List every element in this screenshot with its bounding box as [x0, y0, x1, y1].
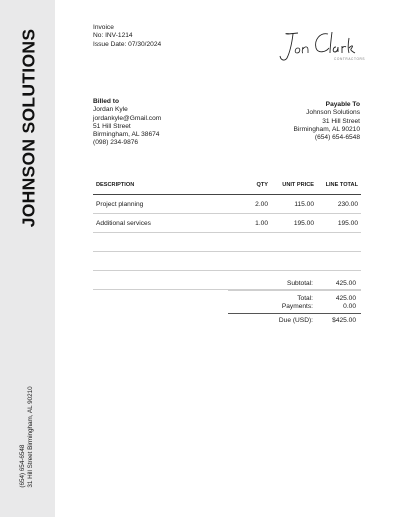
- total-payments-row: [228, 291, 361, 314]
- invoice-title: Invoice: [93, 24, 114, 31]
- payable-to-street: 31 Hill Street: [322, 117, 360, 125]
- subtotal-row: [228, 275, 361, 291]
- billed-to-heading: Billed to: [93, 98, 120, 105]
- billed-to-street: 51 Hill Street: [93, 122, 131, 130]
- billed-to-email: jordankyle@Gmail.com: [93, 114, 162, 122]
- payable-to-name: Johnson Solutions: [306, 109, 360, 117]
- line-items-table: [93, 176, 361, 290]
- header-unit-price: UNIT PRICE: [282, 182, 314, 188]
- row-qty: 2.00: [255, 201, 268, 208]
- row-unit-price: 115.00: [294, 201, 314, 208]
- total-value: 425.00: [335, 295, 356, 302]
- company-address: 31 Hill Street Birmingham, AL 90210: [27, 386, 34, 488]
- payments-value: 0.00: [343, 303, 356, 310]
- invoice-issue-date: Issue Date: 07/30/2024: [93, 40, 162, 48]
- company-phone: (654) 654-6548: [19, 444, 26, 488]
- invoice-number: No: INV-1214: [93, 32, 133, 40]
- row-unit-price: 195.00: [293, 220, 314, 227]
- invoice-meta: [93, 24, 161, 49]
- row-description: Additional services: [96, 220, 151, 227]
- table-header: [93, 176, 361, 195]
- row-line-total: 195.00: [337, 220, 358, 227]
- header-line-total: LINE TOTAL: [325, 182, 358, 188]
- payable-to-block: [294, 101, 360, 142]
- total-label: Total:: [297, 295, 313, 302]
- signature-tagline: CONTRACTORS: [334, 57, 366, 61]
- row-line-total: 230.00: [337, 201, 358, 208]
- payable-to-phone: (654) 654-6548: [314, 134, 360, 142]
- company-name-vertical: JOHNSON SOLUTIONS: [18, 28, 39, 228]
- payments-label: Payments:: [281, 303, 313, 310]
- payable-to-heading: Payable To: [325, 101, 360, 108]
- header-qty: QTY: [256, 182, 268, 188]
- sidebar: [0, 0, 55, 517]
- table-row: [93, 195, 361, 214]
- billed-to-phone: (098) 234-9876: [93, 139, 139, 147]
- subtotal-label: Subtotal:: [286, 280, 313, 287]
- row-qty: 1.00: [255, 220, 268, 227]
- due-value: $425.00: [332, 317, 356, 324]
- table-row: [93, 214, 361, 233]
- row-description: Project planning: [96, 201, 144, 208]
- subtotal-value: 425.00: [335, 280, 356, 287]
- payable-to-city: Birmingham, AL 90210: [293, 125, 360, 133]
- due-row: [228, 314, 361, 328]
- totals-block: [228, 275, 361, 328]
- table-row-empty: [93, 252, 361, 271]
- billed-to-city: Birmingham, AL 38674: [93, 131, 160, 139]
- signature-logo: [276, 28, 366, 64]
- company-contact-vertical: [19, 386, 35, 487]
- header-description: DESCRIPTION: [96, 182, 135, 188]
- billed-to-name: Jordan Kyle: [93, 106, 128, 114]
- due-label: Due (USD):: [278, 317, 313, 324]
- billed-to-block: [93, 98, 161, 148]
- table-row-empty: [93, 233, 361, 252]
